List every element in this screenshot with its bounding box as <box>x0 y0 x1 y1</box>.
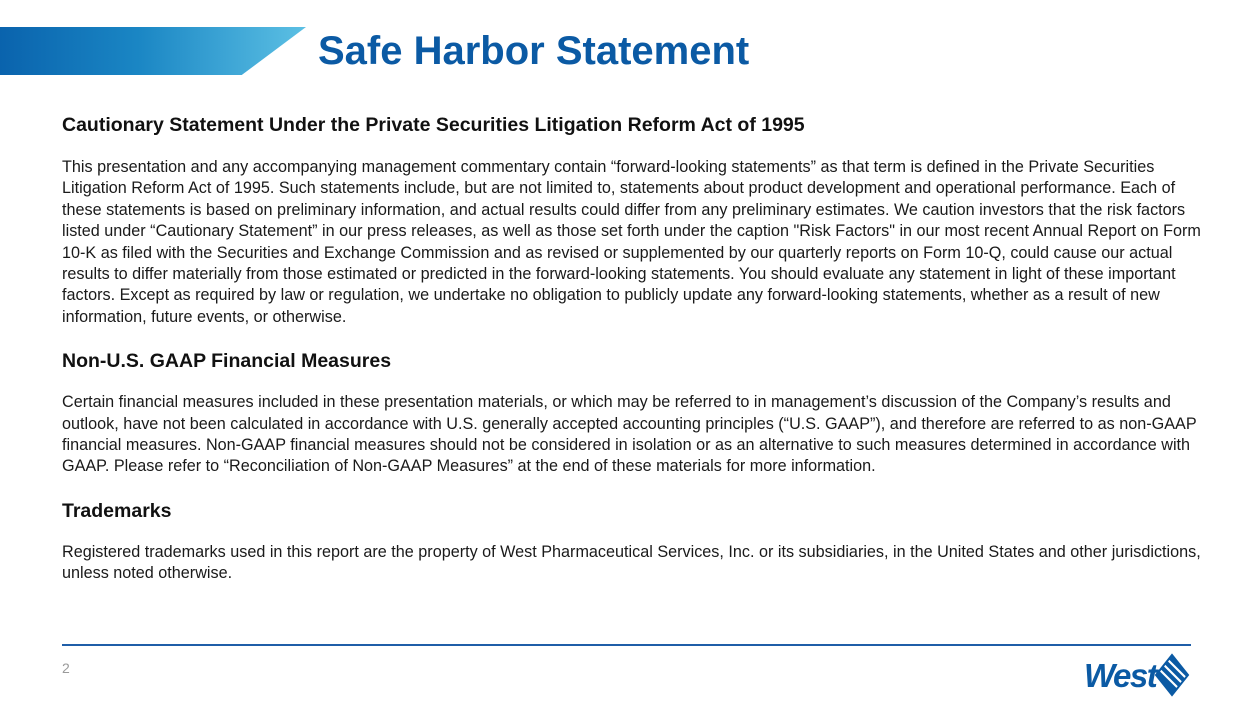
logo-wordmark: West <box>1084 656 1157 694</box>
non-gaap-body: Certain financial measures included in these presentation materials, or which may be referred to in management’s discussion of the Company’s results and outlook, have not been calculated in accordance with U.S. generally accepted accounting principles (“U.S. GAAP”), and therefore are referred to as non-GAAP financial measures. Non-GAAP financial measures should not be considered in isolation or as an alternative to such measures determined in accordance with GAAP. Please refer to “Reconciliation of Non-GAAP Measures” at the end of these materials for more information. <box>62 393 1197 476</box>
cautionary-statement-body: This presentation and any accompanying management commentary contain “forward-looking statements” as that term is defined in the Private Securities Litigation Reform Act of 1995. Such statements include, but are not limited to, statements about product development and operational performance. Each of these statements is based on preliminary information, and actual results could differ from any preliminary estimates. We caution investors that the risk factors listed under “Cautionary Statement” in our press releases, as well as those set forth under the caption "Risk Factors" in our most recent Annual Report on Form 10-K as filed with the Securities and Exchange Commission and as revised or supplemented by our quarterly reports on Form 10-Q, could cause our actual results to differ materially from those estimated or predicted in the forward-looking statements. You should evaluate any statement in light of these important factors. Except as required by law or regulation, we undertake no obligation to publicly update any forward-looking statements, whether as a result of new information, future events, or otherwise. <box>62 158 1201 326</box>
west-logo <box>1084 653 1194 697</box>
trademarks-body: Registered trademarks used in this report are the property of West Pharmaceutical Services, Inc. or its subsidiaries, in the United States and other jurisdictions, unless noted otherwise. <box>62 542 1201 583</box>
trademarks-heading: Trademarks <box>62 499 172 522</box>
footer-divider <box>62 644 1191 646</box>
title-accent-bar <box>0 27 306 75</box>
diamond-logo-icon <box>1154 653 1190 697</box>
non-gaap-heading: Non-U.S. GAAP Financial Measures <box>62 350 392 373</box>
slide-content <box>62 112 1202 585</box>
page-number: 2 <box>62 660 70 676</box>
slide-title: Safe Harbor Statement <box>318 29 750 73</box>
cautionary-statement-heading: Cautionary Statement Under the Private Securities Litigation Reform Act of 1995 <box>62 114 805 136</box>
